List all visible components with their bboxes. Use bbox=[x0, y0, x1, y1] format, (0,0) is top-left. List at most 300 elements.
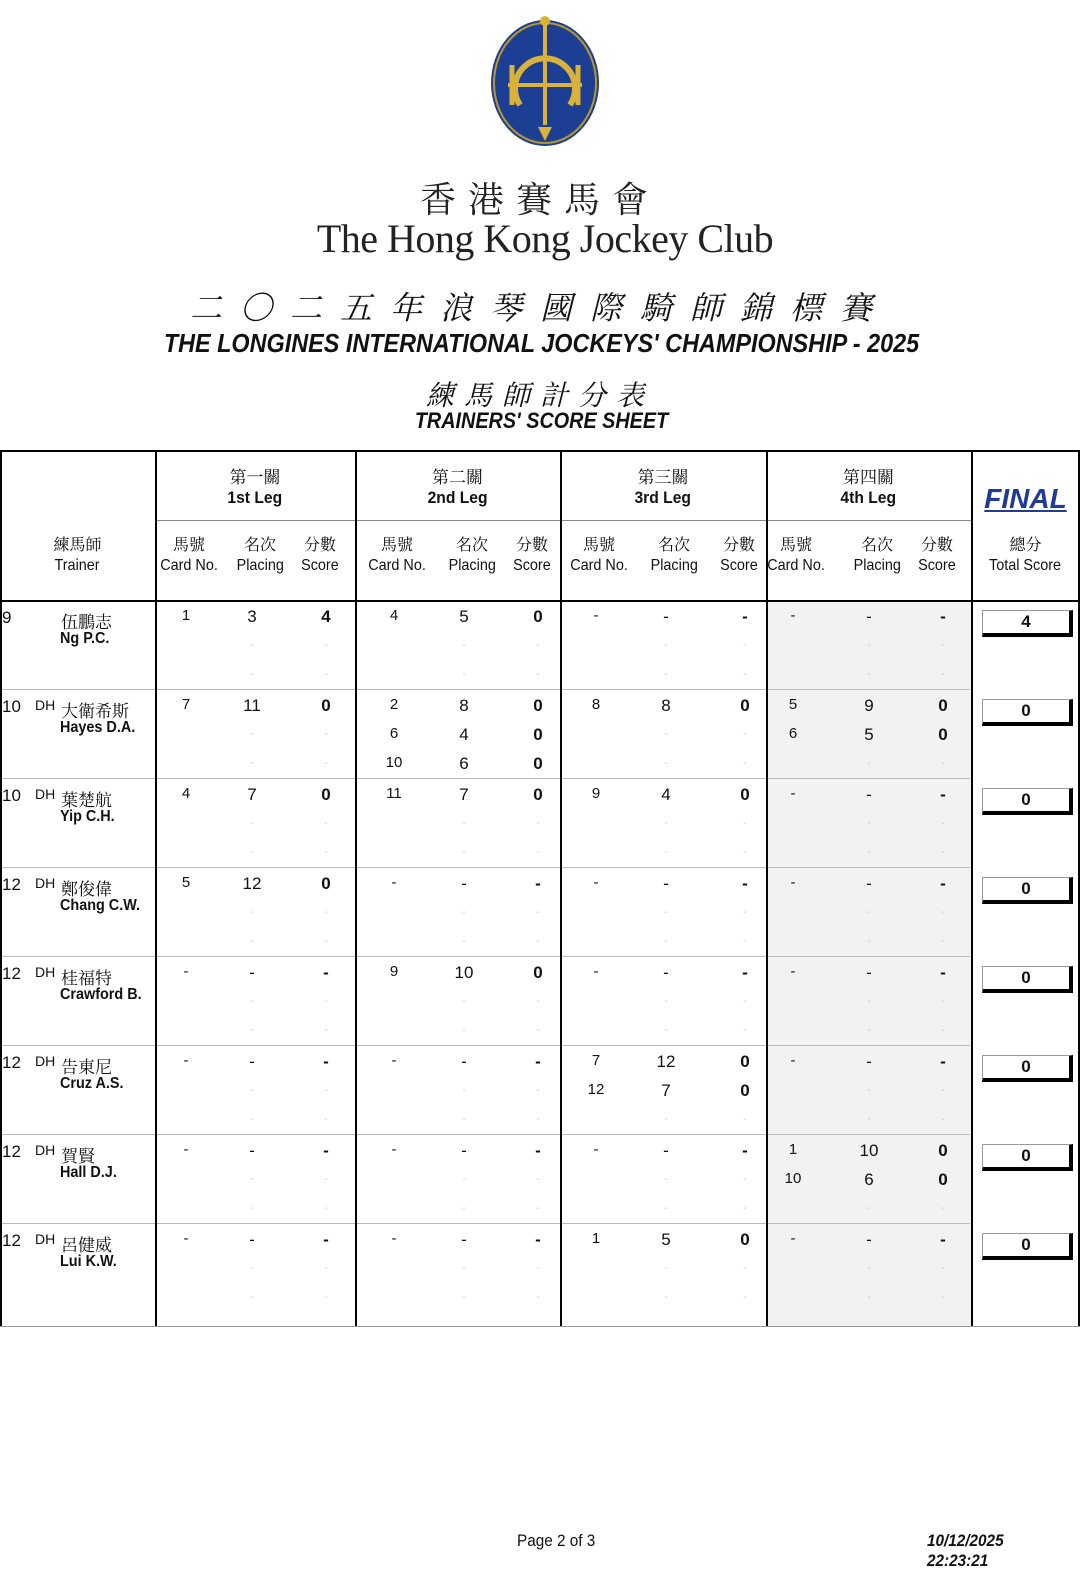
empty-cell-marker: - bbox=[462, 936, 466, 947]
leg-header-underline bbox=[355, 520, 560, 521]
card-number-header bbox=[763, 536, 829, 576]
card-number: - bbox=[391, 874, 397, 891]
empty-cell-marker: - bbox=[867, 847, 871, 858]
empty-cell-marker: - bbox=[462, 1263, 466, 1274]
leg-header-english: 1st Leg bbox=[227, 488, 283, 507]
card-number: 9 bbox=[591, 785, 601, 802]
empty-cell-marker: - bbox=[536, 1203, 540, 1214]
empty-cell-marker: - bbox=[664, 907, 668, 918]
trainer-rank: 10 bbox=[2, 786, 21, 805]
placing: - bbox=[866, 963, 872, 982]
column-divider bbox=[155, 450, 157, 1326]
total-score-box: 0 bbox=[982, 1144, 1073, 1171]
empty-cell-marker: - bbox=[536, 1114, 540, 1125]
empty-cell-marker: - bbox=[941, 936, 945, 947]
empty-cell-marker: - bbox=[867, 1025, 871, 1036]
score: 0 bbox=[533, 754, 543, 773]
empty-cell-marker: - bbox=[324, 1263, 328, 1274]
empty-cell-marker: - bbox=[462, 1292, 466, 1303]
empty-cell-marker: - bbox=[324, 640, 328, 651]
empty-cell-marker: - bbox=[250, 1292, 254, 1303]
score: - bbox=[940, 785, 946, 804]
score-header-english: Score bbox=[301, 557, 339, 574]
empty-cell-marker: - bbox=[324, 847, 328, 858]
empty-cell-marker: - bbox=[867, 640, 871, 651]
placing: 3 bbox=[247, 607, 257, 626]
card-number: 6 bbox=[788, 725, 798, 742]
card-number: - bbox=[183, 963, 189, 980]
score: 0 bbox=[740, 1081, 750, 1100]
score-header-english: Score bbox=[720, 557, 758, 574]
score: 0 bbox=[533, 725, 543, 744]
score: 0 bbox=[533, 785, 543, 804]
trainer-rank: 12 bbox=[2, 1142, 21, 1161]
placing: 7 bbox=[661, 1081, 671, 1100]
card-number: - bbox=[790, 963, 796, 980]
empty-cell-marker: - bbox=[941, 1203, 945, 1214]
card-number: 4 bbox=[181, 785, 191, 802]
empty-cell-marker: - bbox=[324, 1025, 328, 1036]
print-datetime: 10/12/2025 22:23:21 bbox=[927, 1531, 1004, 1570]
leg-header-chinese: 第三關 bbox=[637, 468, 689, 487]
total-score-box: 0 bbox=[982, 877, 1073, 904]
score: 0 bbox=[938, 1170, 948, 1189]
empty-cell-marker: - bbox=[664, 1114, 668, 1125]
empty-cell-marker: - bbox=[250, 907, 254, 918]
leg-header-underline bbox=[155, 520, 355, 521]
dead-heat-marker: DH bbox=[35, 964, 56, 980]
empty-cell-marker: - bbox=[250, 818, 254, 829]
empty-cell-marker: - bbox=[941, 1025, 945, 1036]
card-number: 10 bbox=[385, 754, 403, 771]
header-bottom-border bbox=[0, 600, 1080, 602]
card-number: 8 bbox=[591, 696, 601, 713]
empty-cell-marker: - bbox=[867, 1203, 871, 1214]
empty-cell-marker: - bbox=[664, 729, 668, 740]
empty-cell-marker: - bbox=[536, 818, 540, 829]
column-divider bbox=[560, 450, 562, 1326]
empty-cell-marker: - bbox=[743, 1292, 747, 1303]
trainer-header-english: Trainer bbox=[54, 557, 101, 574]
trainer-name-english: Cruz A.S. bbox=[60, 1075, 124, 1092]
empty-cell-marker: - bbox=[941, 907, 945, 918]
card-number-header-chinese: 馬號 bbox=[779, 537, 812, 554]
placing-header bbox=[227, 536, 293, 576]
leg-header-english: 2nd Leg bbox=[427, 488, 488, 507]
card-number-header bbox=[156, 536, 222, 576]
empty-cell-marker: - bbox=[536, 907, 540, 918]
placing: - bbox=[249, 1141, 255, 1160]
score: - bbox=[940, 1052, 946, 1071]
empty-cell-marker: - bbox=[867, 1085, 871, 1096]
trainer-name-english: Ng P.C. bbox=[60, 630, 110, 647]
empty-cell-marker: - bbox=[250, 1174, 254, 1185]
row-divider bbox=[0, 956, 970, 957]
score: 0 bbox=[938, 725, 948, 744]
leg-header-chinese: 第四關 bbox=[843, 468, 894, 487]
empty-cell-marker: - bbox=[462, 1025, 466, 1036]
empty-cell-marker: - bbox=[324, 669, 328, 680]
card-number: - bbox=[790, 785, 796, 802]
empty-cell-marker: - bbox=[250, 936, 254, 947]
card-number: 5 bbox=[181, 874, 191, 891]
card-number: 10 bbox=[784, 1170, 802, 1187]
empty-cell-marker: - bbox=[250, 1114, 254, 1125]
empty-cell-marker: - bbox=[664, 669, 668, 680]
column-divider bbox=[355, 450, 357, 1326]
empty-cell-marker: - bbox=[743, 818, 747, 829]
empty-cell-marker: - bbox=[536, 1292, 540, 1303]
trainer-name-chinese: 伍鵬志 bbox=[61, 613, 112, 632]
card-number: 4 bbox=[389, 607, 399, 624]
empty-cell-marker: - bbox=[743, 758, 747, 769]
empty-cell-marker: - bbox=[941, 1085, 945, 1096]
placing: - bbox=[461, 1230, 467, 1249]
card-number: 7 bbox=[181, 696, 191, 713]
card-number: - bbox=[391, 1052, 397, 1069]
leg-header-chinese: 第二關 bbox=[432, 468, 483, 487]
placing: 9 bbox=[864, 696, 874, 715]
trainer-rank: 9 bbox=[2, 608, 12, 627]
score: 0 bbox=[533, 696, 543, 715]
empty-cell-marker: - bbox=[867, 1263, 871, 1274]
empty-cell-marker: - bbox=[941, 669, 945, 680]
empty-cell-marker: - bbox=[250, 1263, 254, 1274]
empty-cell-marker: - bbox=[462, 1203, 466, 1214]
empty-cell-marker: - bbox=[664, 996, 668, 1007]
empty-cell-marker: - bbox=[250, 1085, 254, 1096]
empty-cell-marker: - bbox=[743, 996, 747, 1007]
empty-cell-marker: - bbox=[250, 729, 254, 740]
empty-cell-marker: - bbox=[462, 1114, 466, 1125]
score-header-english: Score bbox=[918, 557, 956, 574]
empty-cell-marker: - bbox=[664, 640, 668, 651]
empty-cell-marker: - bbox=[743, 907, 747, 918]
total-score-box: 0 bbox=[982, 1055, 1073, 1082]
card-number-header-chinese: 馬號 bbox=[172, 537, 205, 554]
score: - bbox=[323, 963, 329, 982]
placing: 8 bbox=[661, 696, 671, 715]
placing: - bbox=[249, 963, 255, 982]
row-divider bbox=[0, 689, 970, 690]
placing: - bbox=[866, 1052, 872, 1071]
empty-cell-marker: - bbox=[536, 936, 540, 947]
empty-cell-marker: - bbox=[462, 1085, 466, 1096]
trainer-name-chinese: 鄭俊偉 bbox=[61, 880, 112, 899]
card-number-header-english: Card No. bbox=[160, 557, 218, 574]
empty-cell-marker: - bbox=[664, 847, 668, 858]
score: 0 bbox=[533, 607, 543, 626]
empty-cell-marker: - bbox=[664, 1263, 668, 1274]
card-number: 7 bbox=[591, 1052, 601, 1069]
placing-header bbox=[439, 536, 505, 576]
empty-cell-marker: - bbox=[941, 996, 945, 1007]
placing-header bbox=[844, 536, 910, 576]
score: 0 bbox=[938, 696, 948, 715]
empty-cell-marker: - bbox=[664, 1174, 668, 1185]
dead-heat-marker: DH bbox=[35, 875, 56, 891]
hkjc-logo bbox=[490, 15, 600, 147]
placing: - bbox=[866, 785, 872, 804]
leg-header-underline bbox=[560, 520, 766, 521]
card-number: - bbox=[593, 1141, 599, 1158]
empty-cell-marker: - bbox=[324, 1114, 328, 1125]
card-number: - bbox=[183, 1052, 189, 1069]
empty-cell-marker: - bbox=[324, 996, 328, 1007]
placing: - bbox=[249, 1052, 255, 1071]
placing: - bbox=[249, 1230, 255, 1249]
placing-header-chinese: 名次 bbox=[657, 537, 690, 554]
card-number: - bbox=[790, 874, 796, 891]
card-number: 6 bbox=[389, 725, 399, 742]
leg-header-4 bbox=[766, 468, 971, 508]
score: - bbox=[535, 1052, 541, 1071]
empty-cell-marker: - bbox=[536, 1025, 540, 1036]
empty-cell-marker: - bbox=[250, 669, 254, 680]
empty-cell-marker: - bbox=[462, 669, 466, 680]
trainer-rank: 10 bbox=[2, 697, 21, 716]
placing: 4 bbox=[459, 725, 469, 744]
score: 0 bbox=[321, 696, 331, 715]
empty-cell-marker: - bbox=[324, 729, 328, 740]
card-number: 11 bbox=[386, 785, 402, 802]
placing-header-english: Placing bbox=[236, 557, 284, 574]
score-header-chinese: 分數 bbox=[303, 537, 336, 554]
empty-cell-marker: - bbox=[867, 669, 871, 680]
empty-cell-marker: - bbox=[743, 1025, 747, 1036]
sheet-title-english: TRAINERS' SCORE SHEET bbox=[414, 408, 669, 433]
score: - bbox=[940, 874, 946, 893]
dead-heat-marker: DH bbox=[35, 786, 56, 802]
empty-cell-marker: - bbox=[536, 1174, 540, 1185]
score: - bbox=[535, 1141, 541, 1160]
empty-cell-marker: - bbox=[867, 818, 871, 829]
trainer-name-chinese: 大衛希斯 bbox=[61, 702, 129, 721]
score: - bbox=[940, 1230, 946, 1249]
total-score-header bbox=[971, 536, 1080, 576]
score: - bbox=[323, 1230, 329, 1249]
score: - bbox=[742, 1141, 748, 1160]
empty-cell-marker: - bbox=[743, 847, 747, 858]
total-score-box: 4 bbox=[982, 610, 1073, 637]
trainer-name-english: Hayes D.A. bbox=[60, 719, 136, 736]
empty-cell-marker: - bbox=[536, 847, 540, 858]
card-number-header-english: Card No. bbox=[767, 557, 825, 574]
total-score-box: 0 bbox=[982, 1233, 1073, 1260]
event-title-english: THE LONGINES INTERNATIONAL JOCKEYS' CHAMPIONSHIP - 2025 bbox=[163, 328, 920, 358]
placing-header-chinese: 名次 bbox=[455, 537, 488, 554]
trainer-rank: 12 bbox=[2, 1053, 21, 1072]
empty-cell-marker: - bbox=[743, 1174, 747, 1185]
placing: - bbox=[866, 874, 872, 893]
trainer-name-chinese: 葉楚航 bbox=[61, 791, 112, 810]
card-number: - bbox=[790, 1230, 796, 1247]
placing: 10 bbox=[454, 963, 474, 982]
empty-cell-marker: - bbox=[250, 847, 254, 858]
empty-cell-marker: - bbox=[664, 1203, 668, 1214]
empty-cell-marker: - bbox=[536, 996, 540, 1007]
empty-cell-marker: - bbox=[462, 1174, 466, 1185]
event-title-chinese: 二〇二五年浪琴國際騎師錦標賽 bbox=[189, 289, 890, 327]
card-number: 12 bbox=[587, 1081, 605, 1098]
empty-cell-marker: - bbox=[536, 1085, 540, 1096]
trainer-name-english: Hall D.J. bbox=[60, 1164, 117, 1181]
empty-cell-marker: - bbox=[462, 818, 466, 829]
score: - bbox=[535, 1230, 541, 1249]
sheet-title-chinese: 練馬師計分表 bbox=[425, 379, 654, 412]
placing-header-english: Placing bbox=[448, 557, 496, 574]
card-number: 9 bbox=[389, 963, 399, 980]
card-number-header-english: Card No. bbox=[368, 557, 426, 574]
placing-header-english: Placing bbox=[650, 557, 698, 574]
row-divider bbox=[0, 1223, 970, 1224]
placing: 6 bbox=[459, 754, 469, 773]
score: 0 bbox=[740, 696, 750, 715]
trainer-name-chinese: 呂健威 bbox=[61, 1236, 112, 1255]
score-header-chinese: 分數 bbox=[722, 537, 755, 554]
placing-header-chinese: 名次 bbox=[243, 537, 276, 554]
placing: - bbox=[663, 874, 669, 893]
placing: 7 bbox=[459, 785, 469, 804]
card-number-header bbox=[566, 536, 632, 576]
row-divider bbox=[0, 1134, 970, 1135]
empty-cell-marker: - bbox=[250, 640, 254, 651]
empty-cell-marker: - bbox=[941, 758, 945, 769]
empty-cell-marker: - bbox=[941, 640, 945, 651]
score: 0 bbox=[740, 785, 750, 804]
score-header bbox=[287, 536, 353, 576]
empty-cell-marker: - bbox=[743, 1263, 747, 1274]
table-bottom-border bbox=[0, 1326, 1080, 1327]
dead-heat-marker: DH bbox=[35, 697, 56, 713]
placing: - bbox=[663, 607, 669, 626]
empty-cell-marker: - bbox=[867, 907, 871, 918]
empty-cell-marker: - bbox=[743, 729, 747, 740]
dead-heat-marker: DH bbox=[35, 1231, 56, 1247]
empty-cell-marker: - bbox=[324, 818, 328, 829]
trainer-name-english: Chang C.W. bbox=[60, 897, 141, 914]
empty-cell-marker: - bbox=[867, 936, 871, 947]
empty-cell-marker: - bbox=[536, 640, 540, 651]
trainer-rank: 12 bbox=[2, 1231, 21, 1250]
total-score-box: 0 bbox=[982, 788, 1073, 815]
placing: 5 bbox=[459, 607, 469, 626]
card-number: 1 bbox=[788, 1141, 798, 1158]
leg-header-chinese: 第一關 bbox=[229, 468, 281, 487]
score: 0 bbox=[938, 1141, 948, 1160]
card-number: - bbox=[593, 874, 599, 891]
empty-cell-marker: - bbox=[462, 847, 466, 858]
card-number: - bbox=[593, 963, 599, 980]
empty-cell-marker: - bbox=[324, 1174, 328, 1185]
dead-heat-marker: DH bbox=[35, 1142, 56, 1158]
empty-cell-marker: - bbox=[536, 1263, 540, 1274]
placing: - bbox=[866, 1230, 872, 1249]
placing: 10 bbox=[859, 1141, 879, 1160]
score: 0 bbox=[321, 874, 331, 893]
trainer-name-english: Lui K.W. bbox=[60, 1253, 117, 1270]
card-number: 2 bbox=[389, 696, 399, 713]
score-header-english: Score bbox=[513, 557, 551, 574]
score: 0 bbox=[321, 785, 331, 804]
card-number-header-english: Card No. bbox=[570, 557, 628, 574]
empty-cell-marker: - bbox=[664, 758, 668, 769]
score: - bbox=[742, 963, 748, 982]
empty-cell-marker: - bbox=[250, 1025, 254, 1036]
empty-cell-marker: - bbox=[324, 936, 328, 947]
placing: 8 bbox=[459, 696, 469, 715]
placing: 5 bbox=[661, 1230, 671, 1249]
empty-cell-marker: - bbox=[664, 1292, 668, 1303]
empty-cell-marker: - bbox=[462, 907, 466, 918]
empty-cell-marker: - bbox=[324, 758, 328, 769]
empty-cell-marker: - bbox=[743, 1203, 747, 1214]
total-header-english: Total Score bbox=[989, 557, 1062, 574]
total-header-chinese: 總分 bbox=[1009, 537, 1042, 554]
card-number: 5 bbox=[788, 696, 798, 713]
empty-cell-marker: - bbox=[324, 1292, 328, 1303]
column-divider bbox=[766, 450, 768, 1326]
empty-cell-marker: - bbox=[324, 1085, 328, 1096]
empty-cell-marker: - bbox=[664, 936, 668, 947]
placing-header-chinese: 名次 bbox=[860, 537, 893, 554]
score: - bbox=[940, 963, 946, 982]
empty-cell-marker: - bbox=[324, 1203, 328, 1214]
table-top-border bbox=[0, 450, 1080, 452]
placing: 7 bbox=[247, 785, 257, 804]
trainer-name-english: Yip C.H. bbox=[60, 808, 115, 825]
trainer-name-chinese: 賀賢 bbox=[61, 1147, 95, 1166]
empty-cell-marker: - bbox=[941, 1292, 945, 1303]
leg-header-english: 4th Leg bbox=[840, 488, 897, 507]
trainer-name-chinese: 桂福特 bbox=[61, 969, 112, 988]
score-header-chinese: 分數 bbox=[515, 537, 548, 554]
card-number: - bbox=[391, 1141, 397, 1158]
score: 0 bbox=[740, 1052, 750, 1071]
placing: 11 bbox=[243, 696, 261, 715]
card-number: 1 bbox=[591, 1230, 601, 1247]
placing-header bbox=[641, 536, 707, 576]
empty-cell-marker: - bbox=[941, 1114, 945, 1125]
dead-heat-marker: DH bbox=[35, 1053, 56, 1069]
trainer-rank: 12 bbox=[2, 875, 21, 894]
empty-cell-marker: - bbox=[867, 1114, 871, 1125]
placing: - bbox=[663, 963, 669, 982]
placing: - bbox=[461, 1052, 467, 1071]
empty-cell-marker: - bbox=[743, 1114, 747, 1125]
row-divider bbox=[0, 778, 970, 779]
trainer-rank: 12 bbox=[2, 964, 21, 983]
score: - bbox=[742, 607, 748, 626]
empty-cell-marker: - bbox=[664, 1025, 668, 1036]
placing: - bbox=[461, 1141, 467, 1160]
card-number: - bbox=[790, 607, 796, 624]
score-header-chinese: 分數 bbox=[920, 537, 953, 554]
empty-cell-marker: - bbox=[743, 640, 747, 651]
empty-cell-marker: - bbox=[536, 669, 540, 680]
placing: - bbox=[866, 607, 872, 626]
empty-cell-marker: - bbox=[250, 758, 254, 769]
trainer-header-chinese: 練馬師 bbox=[53, 537, 102, 554]
row-divider bbox=[0, 1045, 970, 1046]
score: - bbox=[535, 874, 541, 893]
column-divider bbox=[971, 450, 973, 1326]
score: - bbox=[323, 1141, 329, 1160]
placing: 4 bbox=[661, 785, 671, 804]
club-name-chinese: 香港賽馬會 bbox=[419, 180, 660, 221]
leg-header-2 bbox=[355, 468, 560, 508]
score: 0 bbox=[533, 963, 543, 982]
